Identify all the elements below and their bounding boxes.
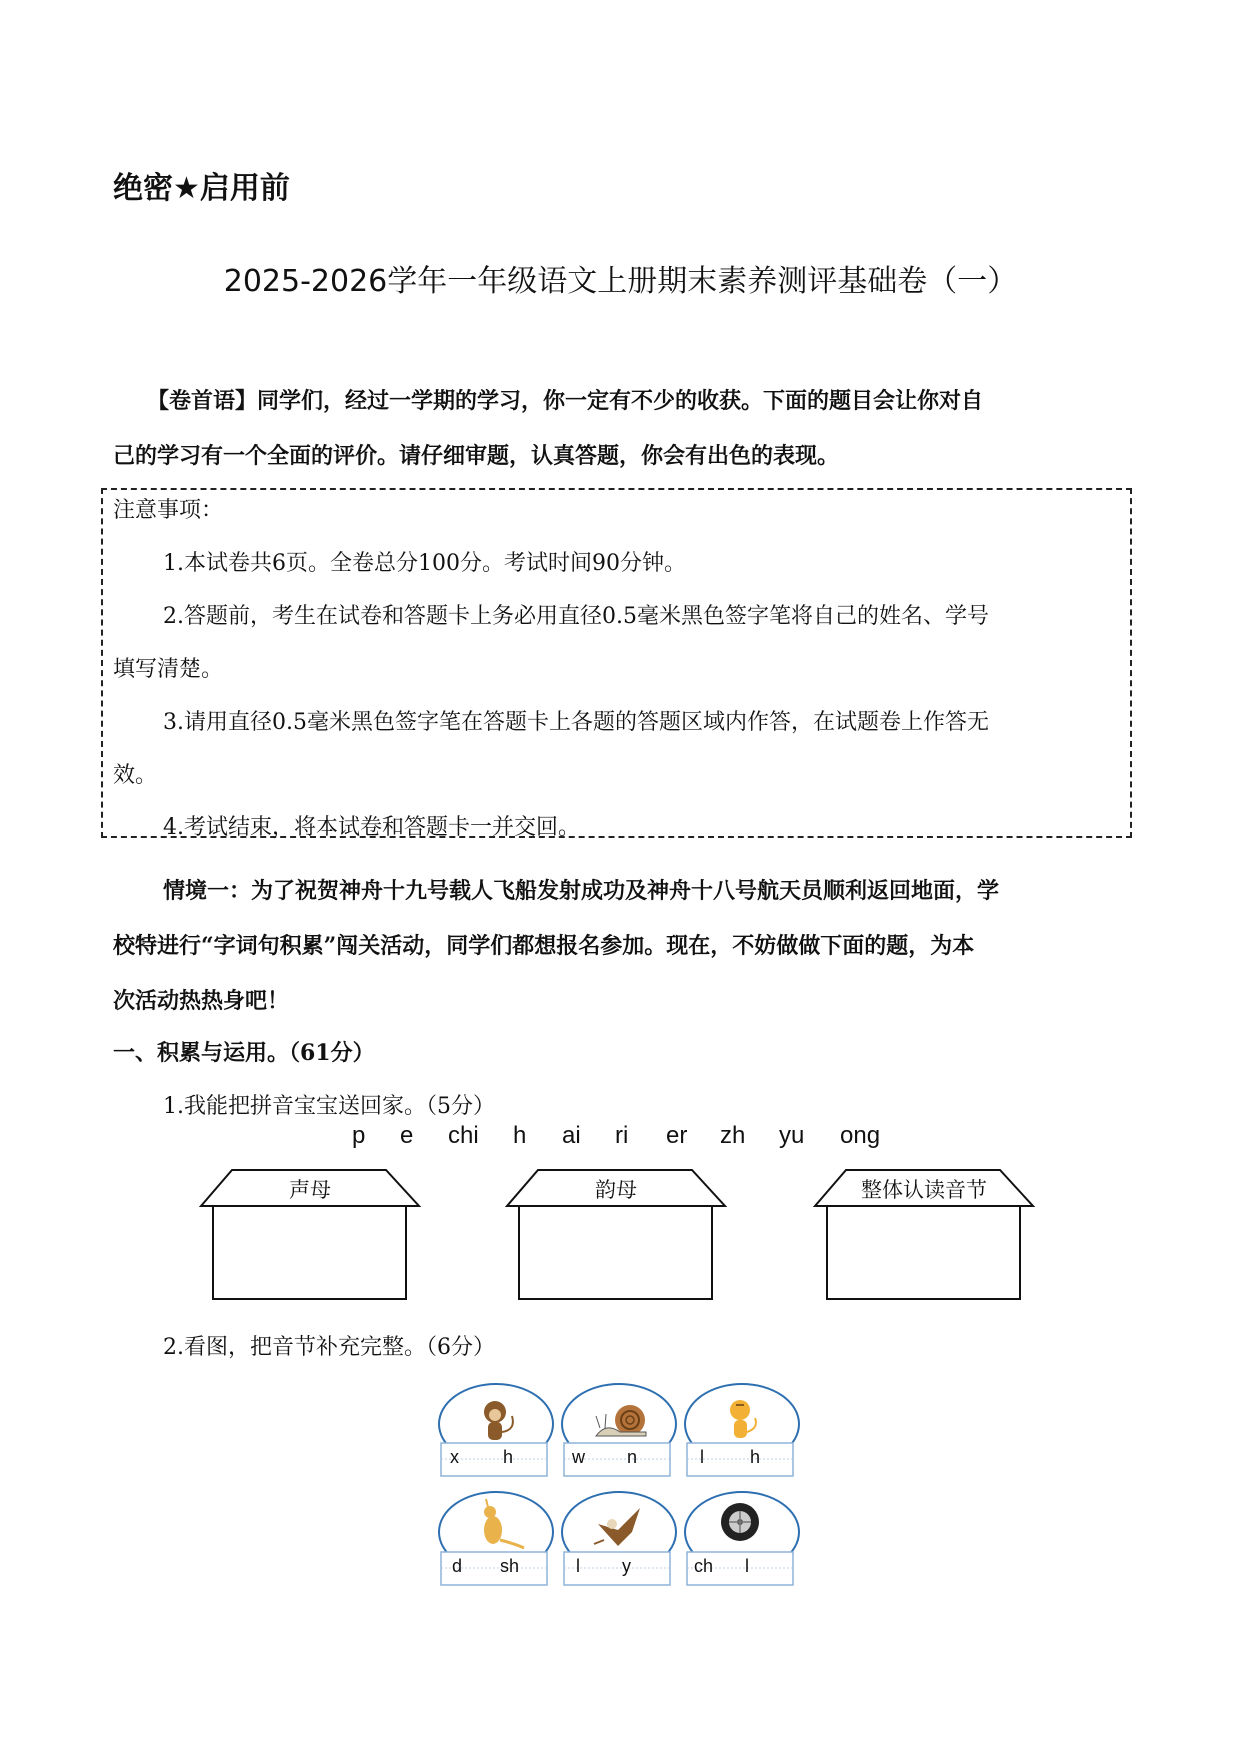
- notice-item-2-line-1: 2.答题前，考生在试卷和答题卡上务必用直径0.5毫米黑色签字笔将自己的姓名、学号: [163, 604, 989, 629]
- house-label-zhengti: 整体认读音节: [861, 1178, 987, 1202]
- blank-initial: l: [576, 1556, 580, 1576]
- situation-line-2: 校特进行“字词句积累”闯关活动，同学们都想报名参加。现在，不妨做做下面的题，为本: [113, 933, 975, 959]
- situation-line-1: 情境一：为了祝贺神舟十九号载人飞船发射成功及神舟十八号航天员顺利返回地面，学: [163, 878, 1000, 904]
- pinyin-item: chi: [448, 1122, 479, 1149]
- pinyin-item: er: [666, 1122, 688, 1149]
- notice-item-2-line-2: 填写清楚。: [113, 657, 224, 682]
- kangaroo-icon: [484, 1499, 524, 1548]
- pinyin-item: p: [352, 1122, 366, 1149]
- pinyin-item: zh: [720, 1122, 746, 1149]
- house-label-yunmu: 韵母: [595, 1178, 637, 1202]
- preface-line-2: 己的学习有一个全面的评价。请仔细审题，认真答题，你会有出色的表现。: [113, 443, 840, 469]
- blank-final: h: [750, 1447, 761, 1467]
- section-1-heading: 一、积累与运用。（61分）: [113, 1040, 375, 1066]
- blank-final: h: [503, 1447, 514, 1467]
- page-title: 2025-2026学年一年级语文上册期末素养测评基础卷（一）: [223, 264, 1018, 299]
- pinyin-item: ai: [562, 1122, 581, 1149]
- blank-initial: ch: [694, 1556, 714, 1576]
- pinyin-item: ri: [615, 1122, 629, 1149]
- notice-item-3-line-1: 3.请用直径0.5毫米黑色签字笔在答题卡上各题的答题区域内作答，在试题卷上作答无: [163, 710, 989, 735]
- pinyin-item: yu: [779, 1122, 805, 1149]
- situation-line-3: 次活动热热身吧！: [113, 988, 290, 1014]
- question-1-prompt: 1.我能把拼音宝宝送回家。（5分）: [163, 1094, 495, 1119]
- confidential-mark: 绝密★启用前: [113, 171, 290, 206]
- tiger-icon: [730, 1400, 756, 1438]
- question-2-prompt: 2.看图，把音节补充完整。（6分）: [163, 1335, 495, 1360]
- snail-icon: [596, 1405, 646, 1436]
- blank-final: l: [745, 1556, 749, 1576]
- wheel-icon: [721, 1503, 759, 1541]
- blank-initial: w: [572, 1447, 585, 1467]
- notice-heading: 注意事项：: [113, 498, 224, 523]
- blank-initial: l: [700, 1447, 704, 1467]
- blank-initial: x: [450, 1447, 459, 1467]
- notice-item-1: 1.本试卷共6页。全卷总分100分。考试时间90分钟。: [163, 551, 686, 576]
- blank-initial: d: [452, 1556, 463, 1576]
- monkey-icon: [484, 1401, 513, 1440]
- blank-final: n: [627, 1447, 638, 1467]
- house-label-shengmu: 声母: [289, 1178, 331, 1202]
- blank-final: sh: [500, 1556, 520, 1576]
- notice-item-4: 4.考试结束，将本试卷和答题卡一并交回。: [163, 815, 580, 840]
- eagle-icon: [594, 1508, 640, 1546]
- blank-final: y: [622, 1556, 631, 1576]
- pinyin-item: h: [513, 1122, 527, 1149]
- notice-item-3-line-2: 效。: [113, 763, 158, 788]
- pinyin-item: e: [400, 1122, 414, 1149]
- pinyin-item: ong: [840, 1122, 881, 1149]
- preface-line-1: 【卷首语】同学们，经过一学期的学习，你一定有不少的收获。下面的题目会让你对自: [147, 388, 984, 414]
